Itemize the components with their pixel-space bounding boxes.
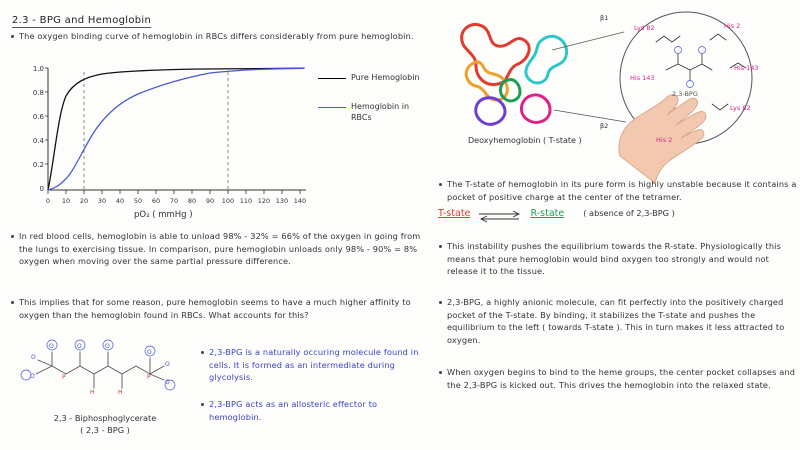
right-column bbox=[430, 0, 800, 450]
bpg-caption-line1: 2,3 - Biphosphoglycerate bbox=[53, 413, 157, 423]
svg-text:120: 120 bbox=[257, 197, 271, 205]
svg-text:Lys 82: Lys 82 bbox=[730, 104, 751, 112]
equilibrium-expression bbox=[438, 208, 675, 219]
svg-text:O: O bbox=[165, 361, 170, 368]
svg-text:O: O bbox=[105, 343, 110, 350]
bpg-caption bbox=[30, 412, 180, 436]
protein-caption: Deoxyhemoglobin ( T-state ) bbox=[468, 136, 582, 145]
svg-text:Lys 82: Lys 82 bbox=[634, 24, 655, 32]
svg-text:10: 10 bbox=[61, 197, 71, 205]
svg-text:140: 140 bbox=[293, 197, 307, 205]
oxygen-binding-curve-chart bbox=[14, 62, 314, 222]
legend-swatch-pure bbox=[318, 78, 346, 79]
svg-text:His 2: His 2 bbox=[724, 22, 741, 30]
bpg-note-origin: 2,3-BPG is a naturally occuring molecule found in cells. It is formed as an intermediate during glycolysis. bbox=[200, 346, 424, 384]
equilibrium-t-state-label: T-state bbox=[438, 208, 471, 219]
svg-text:O: O bbox=[30, 373, 35, 380]
bpg-note-allosteric: 2,3-BPG acts as an allosteric effector to hemoglobin. bbox=[200, 398, 424, 423]
chart-legend bbox=[318, 72, 430, 137]
svg-text:20: 20 bbox=[79, 197, 89, 205]
svg-text:60: 60 bbox=[151, 197, 161, 205]
svg-text:P: P bbox=[147, 374, 151, 381]
bpg-structure-svg bbox=[18, 330, 193, 420]
note-bpg-binding: 2,3-BPG, a highly anionic molecule, can fit perfectly into the positively charged pocket of the T-state. By binding, it stabilizes the T-state and pushes the equilibrium to the left ( towards T-state ). This in turn makes it less attracted to oxygen. bbox=[438, 296, 800, 346]
svg-text:1.0: 1.0 bbox=[32, 65, 44, 73]
note-unloading: In red blood cells, hemoglobin is able to unload 98% - 32% = 66% of the oxygen in going from the lungs to exercising tissue. In comparison, pure hemoglobin unloads only 98% - 90% = 8% oxygen when moving over the same partial pressure difference. bbox=[10, 230, 427, 268]
svg-text:β2: β2 bbox=[600, 122, 609, 130]
equilibrium-r-state-label: R-state bbox=[530, 208, 565, 219]
svg-text:0.8: 0.8 bbox=[32, 89, 44, 97]
svg-text:0: 0 bbox=[39, 185, 44, 193]
legend-label-rbc: Hemoglobin in RBCs bbox=[351, 102, 410, 122]
svg-text:His 143: His 143 bbox=[630, 74, 655, 82]
svg-text:O: O bbox=[49, 343, 54, 350]
legend-swatch-rbc bbox=[318, 107, 346, 108]
svg-text:H: H bbox=[90, 389, 95, 396]
svg-text:40: 40 bbox=[115, 197, 125, 205]
svg-text:β1: β1 bbox=[600, 14, 609, 22]
svg-text:O: O bbox=[147, 349, 152, 356]
svg-text:100: 100 bbox=[221, 197, 235, 205]
svg-text:110: 110 bbox=[239, 197, 253, 205]
svg-text:0.2: 0.2 bbox=[32, 161, 44, 169]
note-affinity-question: This implies that for some reason, pure hemoglobin seems to have a much higher affinity to oxygen than the hemoglobin found in RBCs. What accounts for this? bbox=[10, 296, 427, 321]
svg-text:P: P bbox=[62, 374, 66, 381]
svg-text:80: 80 bbox=[187, 197, 197, 205]
chart-x-axis-label: pO₂ ( mmHg ) bbox=[134, 210, 193, 220]
note-equilibrium-shift: This instability pushes the equilibrium towards the R-state. Physiologically this means that pure hemoglobin would bind oxygen too strongly and would not release it to the tissue. bbox=[438, 240, 800, 278]
svg-text:90: 90 bbox=[205, 197, 215, 205]
svg-text:H: H bbox=[118, 389, 123, 396]
legend-item-rbc bbox=[318, 101, 430, 123]
svg-text:30: 30 bbox=[97, 197, 107, 205]
svg-text:0: 0 bbox=[45, 197, 51, 205]
svg-text:O: O bbox=[165, 379, 170, 386]
svg-text:His 143: His 143 bbox=[734, 64, 759, 72]
svg-text:O: O bbox=[77, 343, 82, 350]
svg-text:0.4: 0.4 bbox=[32, 137, 44, 145]
equilibrium-arrow-icon bbox=[477, 210, 523, 218]
page-title: 2.3 - BPG and Hemoglobin bbox=[12, 15, 152, 26]
svg-text:2,3-BPG: 2,3-BPG bbox=[672, 90, 698, 98]
svg-text:70: 70 bbox=[169, 197, 179, 205]
svg-text:0.6: 0.6 bbox=[32, 113, 44, 121]
chart-svg bbox=[14, 62, 314, 222]
svg-text:His 2: His 2 bbox=[656, 136, 673, 144]
bpg-caption-line2: ( 2,3 - BPG ) bbox=[80, 425, 130, 435]
equilibrium-condition: ( absence of 2,3-BPG ) bbox=[583, 208, 675, 218]
svg-text:O: O bbox=[31, 354, 36, 361]
note-oxygen-binding: When oxygen begins to bind to the heme groups, the center pocket collapses and the 2,3-BPG is kicked out. This drives the hemoglobin into the relaxed state. bbox=[438, 366, 800, 391]
legend-item-pure bbox=[318, 72, 430, 83]
note-tstate-instability: The T-state of hemoglobin in its pure form is highly unstable because it contains a pocket of positive charge at the center of the tetramer. bbox=[438, 178, 800, 203]
svg-text:130: 130 bbox=[275, 197, 289, 205]
legend-label-pure: Pure Hemoglobin bbox=[351, 73, 420, 82]
intro-text: The oxygen binding curve of hemoglobin in RBCs differs considerably from pure hemoglobin. bbox=[10, 30, 419, 43]
svg-text:50: 50 bbox=[133, 197, 143, 205]
